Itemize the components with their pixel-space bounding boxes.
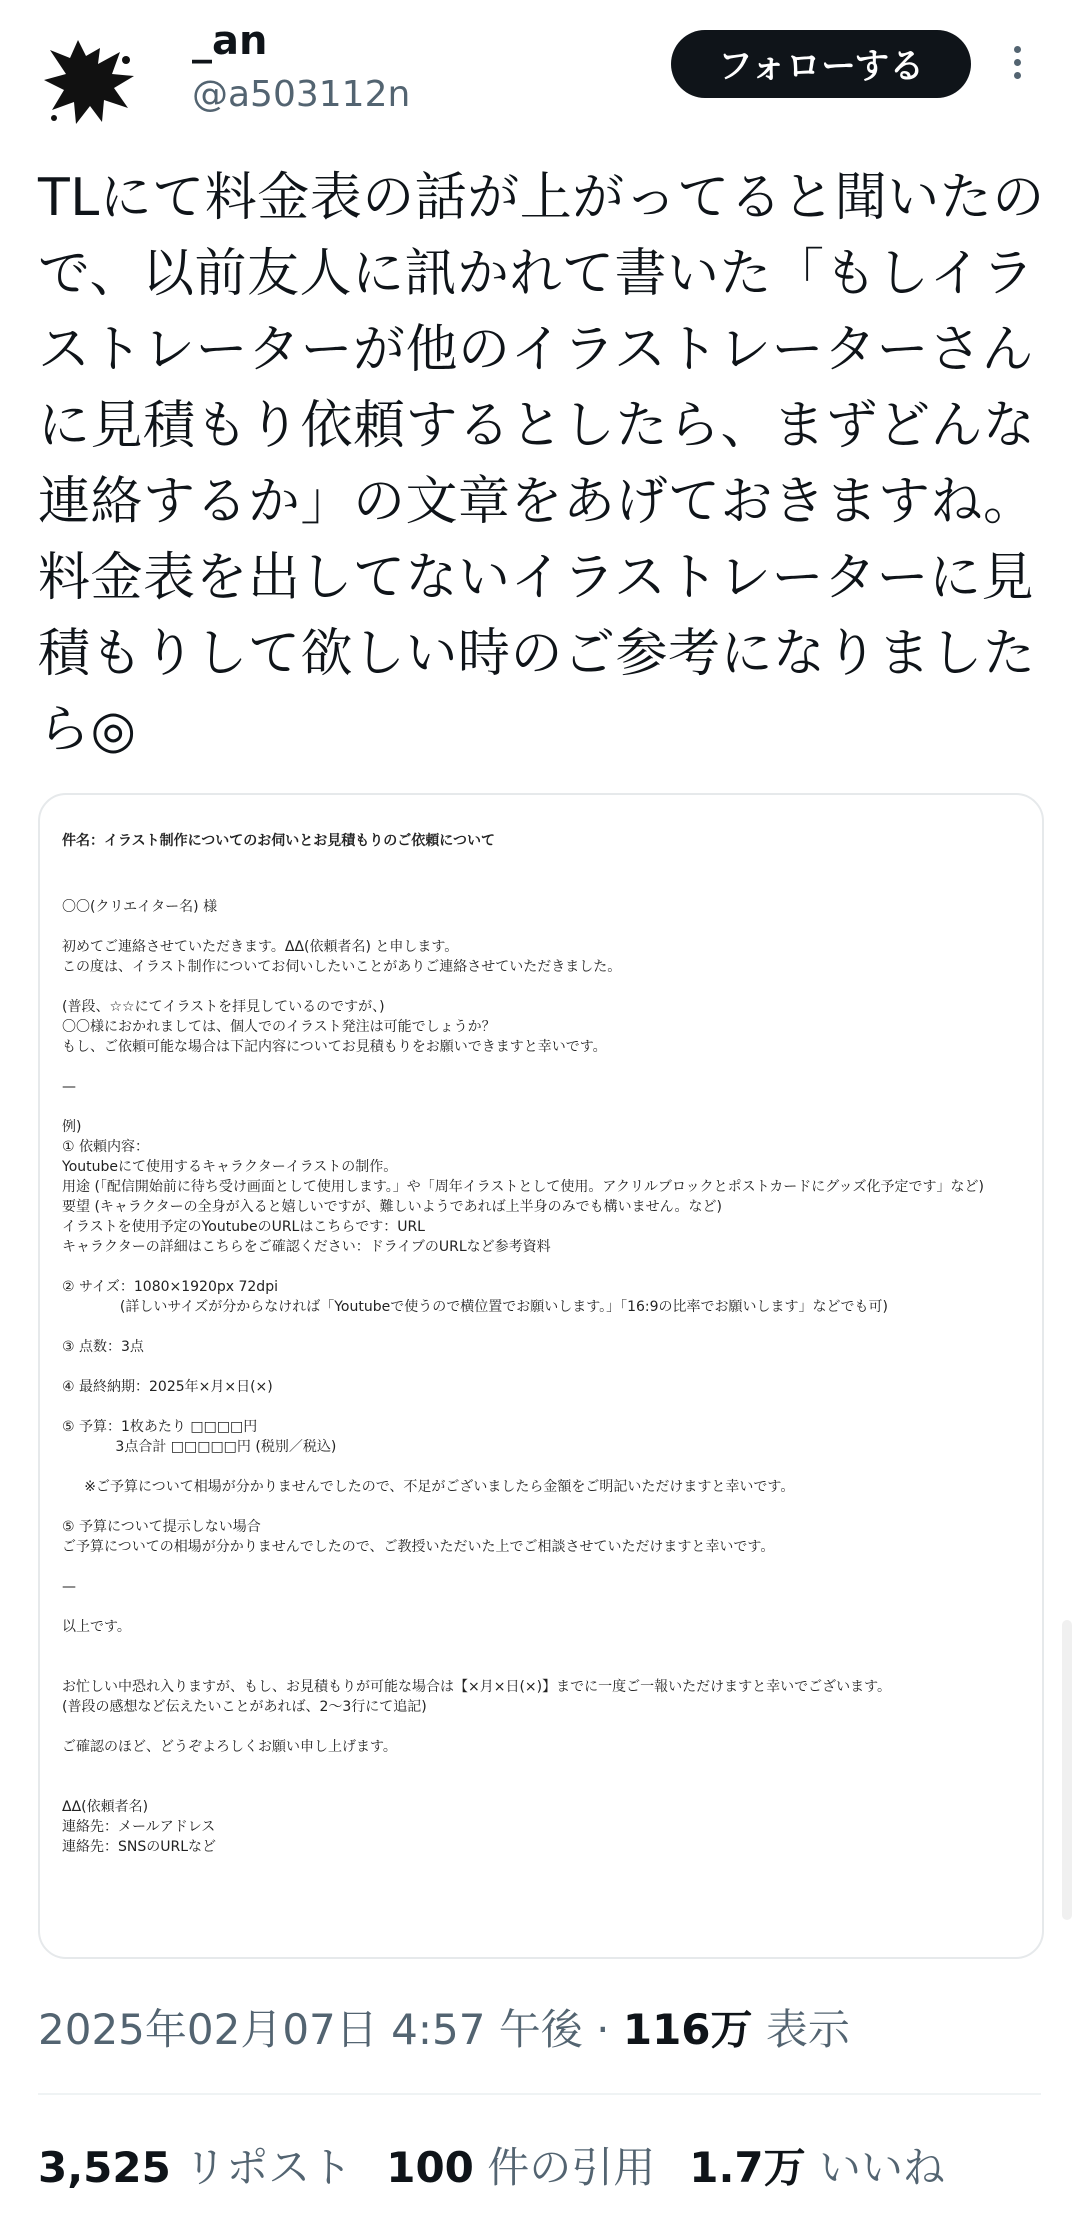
reposts-count: 3,525 <box>38 2143 171 2192</box>
follow-button[interactable]: フォローする <box>671 30 971 98</box>
document-subject: 件名：イラスト制作についてのお伺いとお見積もりのご依頼について <box>62 833 496 849</box>
user-handle[interactable]: @a503112n <box>192 74 411 115</box>
likes-stat[interactable] <box>689 2135 945 2195</box>
document-body: 〇〇(クリエイター名) 様 初めてご連絡させていただきます。ΔΔ(依頼者名) と申します。 この度は、イラスト制作についてお伺いしたいことがありご連絡させていただきました。 (普段、☆☆にてイラストを拝見しているのですが、) 〇〇様におかれましては、個人でのイラスト発注は可能でしょうか？ もし、ご依頼可能な場合は下記内容についてお見積もりをお願いできますと幸いです。 — 例) ① 依頼内容： Youtubeにて使用するキャラクターイラストの制作。 用途 (「配信開始前に待ち受け画面として使用します。」や「周年イラストとして使用。アクリルブロックとポストカードにグッズ化予定です」など) 要望 (キャラクターの全身が入ると嬉しいですが、難しいようであれば上半身のみでも構いません。など) イラストを使用予定のYoutubeのURLはこちらです：URL キャラクターの詳細はこちらをご確認ください：ドライブのURLなど参考資料 ② サイズ：1080×1920px 72dpi (詳しいサイズが分からなければ「Youtubeで使うので横位置でお願いします。」「16:9の比率でお願いします」などでも可) ③ 点数：3点 ④ 最終納期：2025年×月×日(×) ⑤ 予算：1枚あたり □□□□円 3点合計 □□□□□円 (税別／税込) ※ご予算について相場が分かりませんでしたので、不足がございましたら金額をご明記いただけますと幸いです。 ⑤ 予算について提示しない場合 ご予算についての相場が分かりませんでしたので、ご教授いただいた上でご相談させていただけますと幸いです。 — 以上です。 お忙しい中恐れ入りますが、もし、お見積もりが可能な場合は【×月×日(×)】までに一度ご一報いただけますと幸いでございます。 (普段の感想など伝えたいことがあれば、2〜3行にて追記) ご確認のほど、どうぞよろしくお願い申し上げます。 ΔΔ(依頼者名) 連絡先：メールアドレス 連絡先：SNSのURLなど <box>62 899 985 1855</box>
avatar[interactable] <box>40 30 144 134</box>
tweet-header <box>0 0 1079 150</box>
quotes-stat[interactable] <box>386 2135 655 2195</box>
reposts-stat[interactable] <box>38 2135 352 2195</box>
views-count: 116万 <box>622 2005 753 2054</box>
timestamp[interactable]: 2025年02月07日 4:57 午後 · <box>38 2005 623 2054</box>
reposts-label: リポスト <box>170 2143 353 2192</box>
views-label: 表示 <box>752 2005 850 2054</box>
user-name[interactable]: _an <box>192 18 268 64</box>
tweet-image[interactable] <box>38 793 1044 1959</box>
tweet-meta <box>38 1997 850 2057</box>
document-image-content <box>62 831 1022 1857</box>
tweet-stats <box>38 2135 945 2195</box>
tweet-text: TLにて料金表の話が上がってると聞いたので、以前友人に訊かれて書いた「もしイラストレーターが他のイラストレーターさんに見積もり依頼するとしたら、まずどんな連絡するか」の文章をあげておきますね。 料金表を出してないイラストレーターに見積もりして欲しい時のご参考になりましたら◎ <box>38 168 1045 760</box>
divider <box>38 2093 1041 2095</box>
scrollbar[interactable] <box>1062 1620 1072 1920</box>
likes-label: いいね <box>805 2143 946 2192</box>
more-options-icon[interactable] <box>1010 40 1024 88</box>
quotes-label: 件の引用 <box>473 2143 656 2192</box>
likes-count: 1.7万 <box>689 2143 806 2192</box>
quotes-count: 100 <box>386 2143 474 2192</box>
